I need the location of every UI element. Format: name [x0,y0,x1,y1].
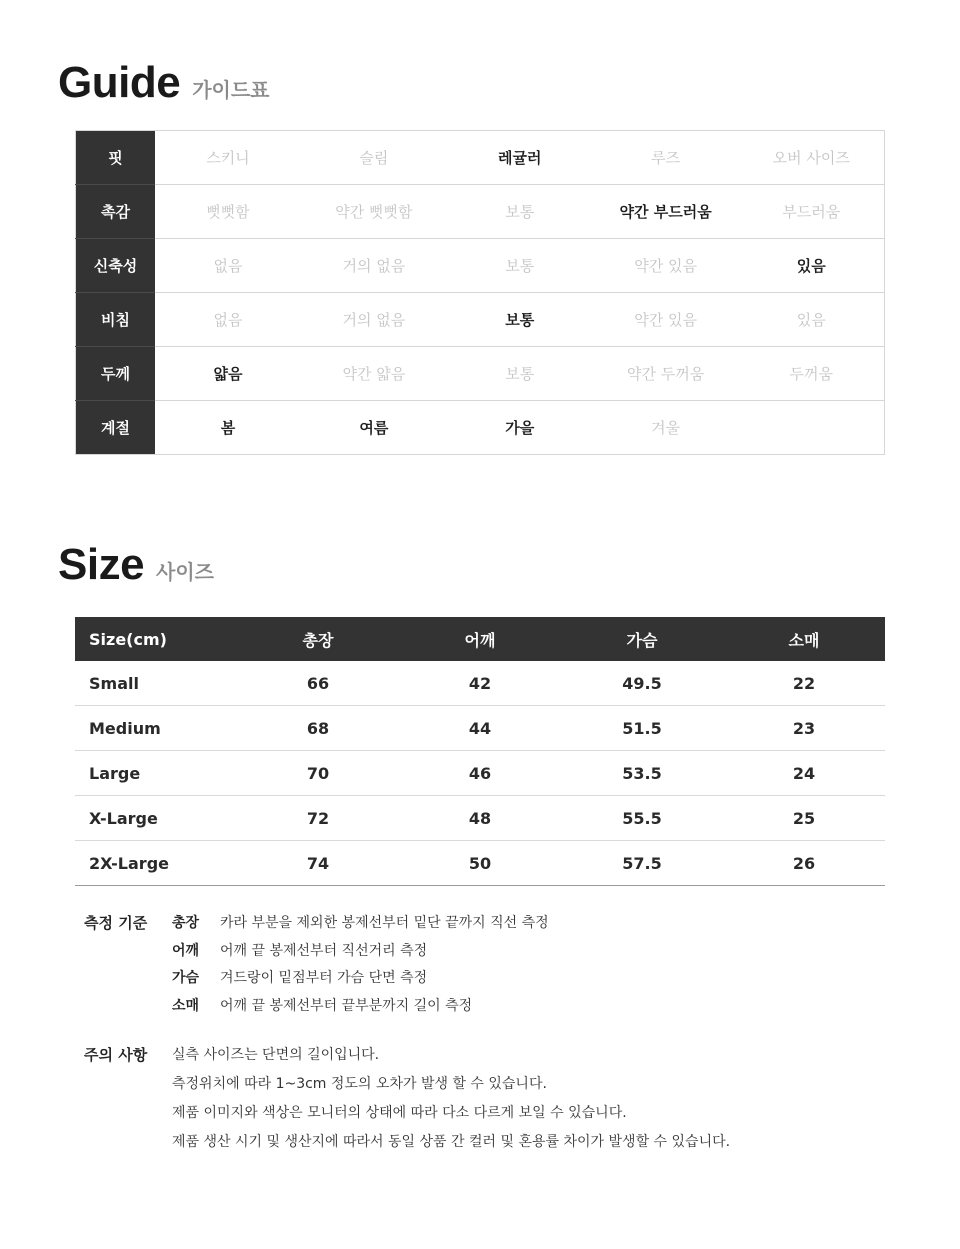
measure-key: 총장 [172,915,200,931]
guide-row-label: 핏 [76,131,156,185]
size-row [75,841,885,886]
size-cell: 66 [237,661,399,706]
size-cell: 23 [723,706,885,751]
guide-cell: 약간 있음 [593,293,739,347]
measure-text: 겨드랑이 밑점부터 가슴 단면 측정 [220,970,428,986]
size-subtitle: 사이즈 [156,560,215,584]
guide-cell: 약간 얇음 [301,347,447,401]
guide-table [75,130,885,455]
size-cell: 25 [723,796,885,841]
size-header-row [75,617,885,661]
size-header-cell: 어깨 [399,617,561,661]
guide-cell: 거의 없음 [301,239,447,293]
size-cell: 68 [237,706,399,751]
size-row [75,661,885,706]
size-cell: Medium [75,706,237,751]
size-header-cell: Size(cm) [75,617,237,661]
guide-row [76,347,885,401]
size-cell: 26 [723,841,885,886]
measure-item [172,967,427,987]
guide-row-label: 촉감 [76,185,156,239]
size-title: Size [58,540,145,589]
size-header-cell: 소매 [723,617,885,661]
measure-text: 어깨 끝 봉제선부터 끝부분까지 길이 측정 [220,997,473,1014]
guide-cell: 있음 [739,239,885,293]
size-cell: Small [75,661,237,706]
measure-item [172,912,549,932]
guide-row [76,401,885,455]
size-header-cell: 총장 [237,617,399,661]
caution-line: 실측 사이즈는 단면의 길이입니다. [172,1047,380,1063]
size-cell: 55.5 [561,796,723,841]
size-cell: 2X-Large [75,841,237,886]
guide-cell: 있음 [739,293,885,347]
size-cell: 74 [237,841,399,886]
size-cell: 44 [399,706,561,751]
measure-label: 측정 기준 [84,914,148,932]
guide-cell: 보통 [447,239,593,293]
size-cell: 48 [399,796,561,841]
guide-title: Guide [58,58,181,107]
guide-subtitle: 가이드표 [192,78,270,102]
guide-cell: 보통 [447,185,593,239]
guide-cell: 두꺼움 [739,347,885,401]
caution-line: 측정위치에 따라 1~3cm 정도의 오차가 발생 할 수 있습니다. [172,1076,547,1092]
size-header-cell: 가슴 [561,617,723,661]
guide-cell: 가을 [447,401,593,455]
measure-key: 소매 [172,997,200,1014]
guide-cell: 없음 [155,293,301,347]
measure-item [172,995,472,1015]
guide-cell: 약간 두꺼움 [593,347,739,401]
measure-text: 카라 부분을 제외한 봉제선부터 밑단 끝까지 직선 측정 [220,915,549,931]
guide-cell: 루즈 [651,149,681,167]
guide-cell: 약간 부드러움 [593,185,739,239]
guide-cell: 얇음 [155,347,301,401]
guide-cell: 없음 [155,239,301,293]
guide-row-label: 비침 [76,293,156,347]
size-table [75,617,885,886]
guide-cell: 여름 [301,401,447,455]
caution-line: 제품 이미지와 색상은 모니터의 상태에 따라 다소 다르게 보일 수 있습니다. [172,1105,627,1121]
size-cell: 70 [237,751,399,796]
size-cell: 24 [723,751,885,796]
guide-cell: 보통 [447,347,593,401]
guide-cell: 레귤러 [497,149,542,167]
guide-row [76,293,885,347]
measure-key: 어깨 [172,942,200,959]
size-cell: X-Large [75,796,237,841]
size-row [75,751,885,796]
guide-row [76,185,885,239]
guide-row-label: 계절 [76,401,156,455]
size-row [75,706,885,751]
guide-cell: 약간 뻣뻣함 [301,185,447,239]
size-heading [58,540,214,590]
guide-cell [739,401,885,455]
size-cell: 49.5 [561,661,723,706]
guide-cell: 오버 사이즈 [772,149,850,167]
measure-item [172,940,427,960]
size-cell: 53.5 [561,751,723,796]
guide-row [76,239,885,293]
size-cell: 22 [723,661,885,706]
measure-text: 어깨 끝 봉제선부터 직선거리 측정 [220,942,428,959]
size-cell: Large [75,751,237,796]
size-cell: 57.5 [561,841,723,886]
guide-row-label: 신축성 [76,239,156,293]
measure-key: 가슴 [172,970,200,986]
guide-cell: 슬림 [359,149,389,167]
size-cell: 42 [399,661,561,706]
caution-line: 제품 생산 시기 및 생산지에 따라서 동일 상품 간 컬러 및 혼용률 차이가 발생할 수 있습니다. [172,1134,731,1150]
size-row [75,796,885,841]
guide-cell: 스키니 [206,149,250,167]
guide-cell: 거의 없음 [301,293,447,347]
guide-heading [58,58,269,108]
guide-cell: 뻣뻣함 [155,185,301,239]
guide-cell: 봄 [155,401,301,455]
size-cell: 50 [399,841,561,886]
size-cell: 51.5 [561,706,723,751]
guide-cell: 보통 [447,293,593,347]
guide-row-label: 두께 [76,347,156,401]
guide-cell: 겨울 [593,401,739,455]
guide-row [76,131,885,185]
guide-cell: 약간 있음 [593,239,739,293]
size-cell: 72 [237,796,399,841]
guide-cell: 부드러움 [739,185,885,239]
caution-label: 주의 사항 [84,1046,148,1064]
size-cell: 46 [399,751,561,796]
